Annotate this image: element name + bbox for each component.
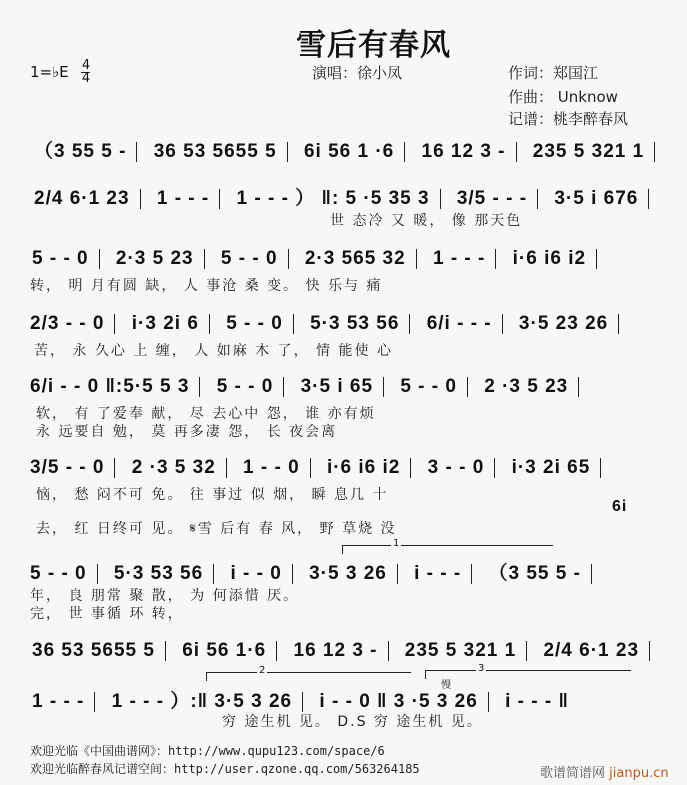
lyrics-line-7a: 年， 良 朋常 聚 散， 为 何添惜 厌。	[30, 588, 300, 604]
barline	[114, 314, 115, 334]
measure: i - - 0	[230, 563, 282, 584]
volta-number: 3	[478, 663, 485, 674]
measure: ‖: 5 ·5 35 3	[321, 188, 430, 209]
barline	[471, 564, 472, 584]
measure: 3·5 23 26	[518, 313, 609, 334]
barline	[488, 692, 489, 712]
measure: 5·3 53 56	[310, 313, 400, 334]
measure: 1 - - 0	[243, 457, 300, 478]
barline	[600, 458, 601, 478]
watermark-cn: 歌谱简谱网	[540, 766, 606, 781]
lyrics-line-7b: 完， 世 事循 环 转，	[30, 606, 184, 622]
barline	[219, 189, 220, 209]
barline	[596, 249, 597, 269]
measure: 6i 56 1 ·6	[303, 141, 395, 162]
barline	[502, 314, 503, 334]
score-line-1	[34, 136, 665, 163]
measure: 36 53 5655 5	[153, 141, 277, 162]
time-top: 4	[81, 58, 91, 73]
measure: 1 - - - ）	[236, 188, 316, 209]
score-line-9	[32, 686, 569, 713]
barline	[495, 249, 496, 269]
measure: 2·3 5 23	[115, 248, 194, 269]
footer-link-qupu[interactable]: 欢迎光临《中国曲谱网》：http://www.qupu123.com/space/6	[30, 744, 385, 758]
measure: 5 - - 0	[226, 313, 283, 334]
measure: 3/5 - - -	[456, 188, 528, 209]
barline	[388, 641, 389, 661]
time-bottom: 4	[81, 71, 91, 86]
barline	[397, 564, 398, 584]
score-line-5	[30, 376, 589, 398]
measure: 3·5 3 26	[309, 563, 387, 584]
measure: 2/3 - - 0	[30, 313, 105, 334]
measure: 3·5 i 65	[300, 376, 374, 397]
score-line-3	[32, 248, 607, 270]
measure: i - - - ‖	[505, 691, 569, 712]
barline	[283, 377, 284, 397]
measure: 235 5 321 1	[532, 141, 645, 162]
score-line-8	[32, 640, 660, 662]
measure: 16 12 3 -	[293, 640, 378, 661]
barline	[99, 249, 100, 269]
barline	[165, 641, 166, 661]
time-signature	[81, 60, 90, 85]
barline	[287, 142, 288, 162]
lyrics-line-5b: 永 远要自 勉， 莫 再多凄 怨， 长 夜会离	[36, 424, 338, 440]
barline	[213, 564, 214, 584]
barline	[97, 564, 98, 584]
barline	[410, 458, 411, 478]
barline	[94, 692, 95, 712]
barline	[526, 641, 527, 661]
barline	[276, 641, 277, 661]
measure: 3 - - 0	[427, 457, 485, 478]
measure: 5 - - 0	[400, 376, 457, 397]
barline	[226, 458, 227, 478]
composer-credit: 作曲： Unknow	[508, 88, 618, 106]
measure: （3 55 5 -	[488, 563, 581, 584]
barline	[654, 142, 655, 162]
measure: i·6 i6 i2	[326, 457, 401, 478]
lyrics-line-6a: 恼， 愁 闷不可 免。 往 事过 似 烟， 瞬 息几 十	[36, 487, 389, 503]
footer-link-qzone[interactable]: 欢迎光临醉春风记谱空间：http://user.qzone.qq.com/563264185	[30, 762, 420, 776]
volta-number: 1	[393, 538, 400, 549]
barline	[204, 249, 205, 269]
measure: 1 - - -	[156, 188, 210, 209]
transcriber-credit: 记谱：桃李醉春风	[508, 110, 629, 128]
tempo-mark: 慢	[441, 680, 451, 691]
barline	[310, 458, 311, 478]
measure: ‖:5·5 5 3	[105, 376, 190, 397]
measure: 5 - - 0	[32, 248, 89, 269]
volta-bracket-3	[425, 663, 631, 679]
measure: i - - -	[414, 563, 462, 584]
score-line-2	[34, 183, 659, 210]
measure: 3·5 i 676	[554, 188, 639, 209]
score-line-7	[30, 558, 602, 585]
key-signature	[30, 60, 90, 85]
measure: 2 ·3 5 32	[131, 457, 216, 478]
barline	[383, 377, 384, 397]
measure: 6i 56 1·6	[182, 640, 267, 661]
barline	[440, 189, 441, 209]
lyricist-credit: 作词：郑国江	[508, 64, 599, 82]
barline	[199, 377, 200, 397]
measure: ‖ 3 ·5 3 26	[377, 691, 478, 712]
measure: （3 55 5 -	[34, 141, 127, 162]
barline	[136, 142, 137, 162]
measure: 5 - - 0	[220, 248, 278, 269]
measure: 2/4 6·1 23	[34, 188, 130, 209]
measure: 2/4 6·1 23	[543, 640, 640, 661]
watermark-site: jianpu.cn	[609, 766, 669, 781]
measure: 1 - - -	[32, 691, 85, 712]
volta-number: 2	[259, 665, 266, 676]
lyrics-line-4: 苦， 永 久心 上 缠， 人 如麻 木 了， 情 能使 心	[34, 343, 393, 359]
barline	[404, 142, 405, 162]
watermark	[540, 762, 669, 781]
measure: 1 - - - ）:‖	[111, 691, 209, 712]
barline	[494, 458, 495, 478]
measure: 5 - - 0	[30, 563, 87, 584]
measure: 36 53 5655 5	[32, 640, 155, 661]
measure: 6/i - - 0	[30, 376, 100, 397]
barline	[649, 641, 650, 661]
score-line-4	[30, 313, 629, 335]
barline	[140, 189, 141, 209]
measure: 5 - - 0	[216, 376, 274, 397]
barline	[288, 249, 289, 269]
measure: 3/5 - - 0	[30, 457, 105, 478]
barline	[618, 314, 619, 334]
lyrics-line-3: 转， 明 月有圆 缺， 人 事沧 桑 变。 快 乐与 痛	[30, 278, 383, 294]
singer-credit: 演唱：徐小凤	[312, 64, 403, 82]
barline	[292, 564, 293, 584]
lyrics-line-9: 穷 途生机 见。 D.S 穷 途生机 见。	[222, 714, 483, 730]
measure: 6/i - - -	[426, 313, 492, 334]
lyrics-line-6b: 去， 红 日终可 见。 𝄋雪 后有 春 风， 野 草烧 没	[36, 521, 397, 537]
measure: 235 5 321 1	[404, 640, 517, 661]
barline	[293, 314, 294, 334]
volta-bracket-2	[206, 665, 411, 681]
barline	[467, 377, 468, 397]
measure: i·3 2i 65	[511, 457, 591, 478]
measure: 16 12 3 -	[421, 141, 506, 162]
barline	[648, 189, 649, 209]
lyrics-line-2: 世 态冷 又 暖， 像 那天色	[330, 213, 523, 229]
alt-ending-notes: 6i	[612, 498, 628, 515]
measure: 1 - - -	[432, 248, 486, 269]
measure: 3·5 3 26	[214, 691, 293, 712]
volta-bracket-1	[342, 538, 553, 554]
barline	[114, 458, 115, 478]
barline	[416, 249, 417, 269]
measure: 2 ·3 5 23	[484, 376, 569, 397]
key-label: 1=♭E	[30, 63, 69, 81]
score-line-6	[30, 457, 611, 479]
measure: 5·3 53 56	[113, 563, 204, 584]
measure: i - - 0	[319, 691, 371, 712]
measure: i·3 2i 6	[131, 313, 199, 334]
barline	[409, 314, 410, 334]
lyrics-line-5a: 软， 有 了爱奉 献， 尽 去心中 怨， 谁 亦有烦	[36, 406, 376, 422]
barline	[209, 314, 210, 334]
barline	[578, 377, 579, 397]
barline	[302, 692, 303, 712]
measure: 2·3 565 32	[304, 248, 406, 269]
barline	[537, 189, 538, 209]
barline	[591, 564, 592, 584]
measure: i·6 i6 i2	[512, 248, 587, 269]
barline	[516, 142, 517, 162]
song-title: 雪后有春风	[296, 28, 451, 63]
